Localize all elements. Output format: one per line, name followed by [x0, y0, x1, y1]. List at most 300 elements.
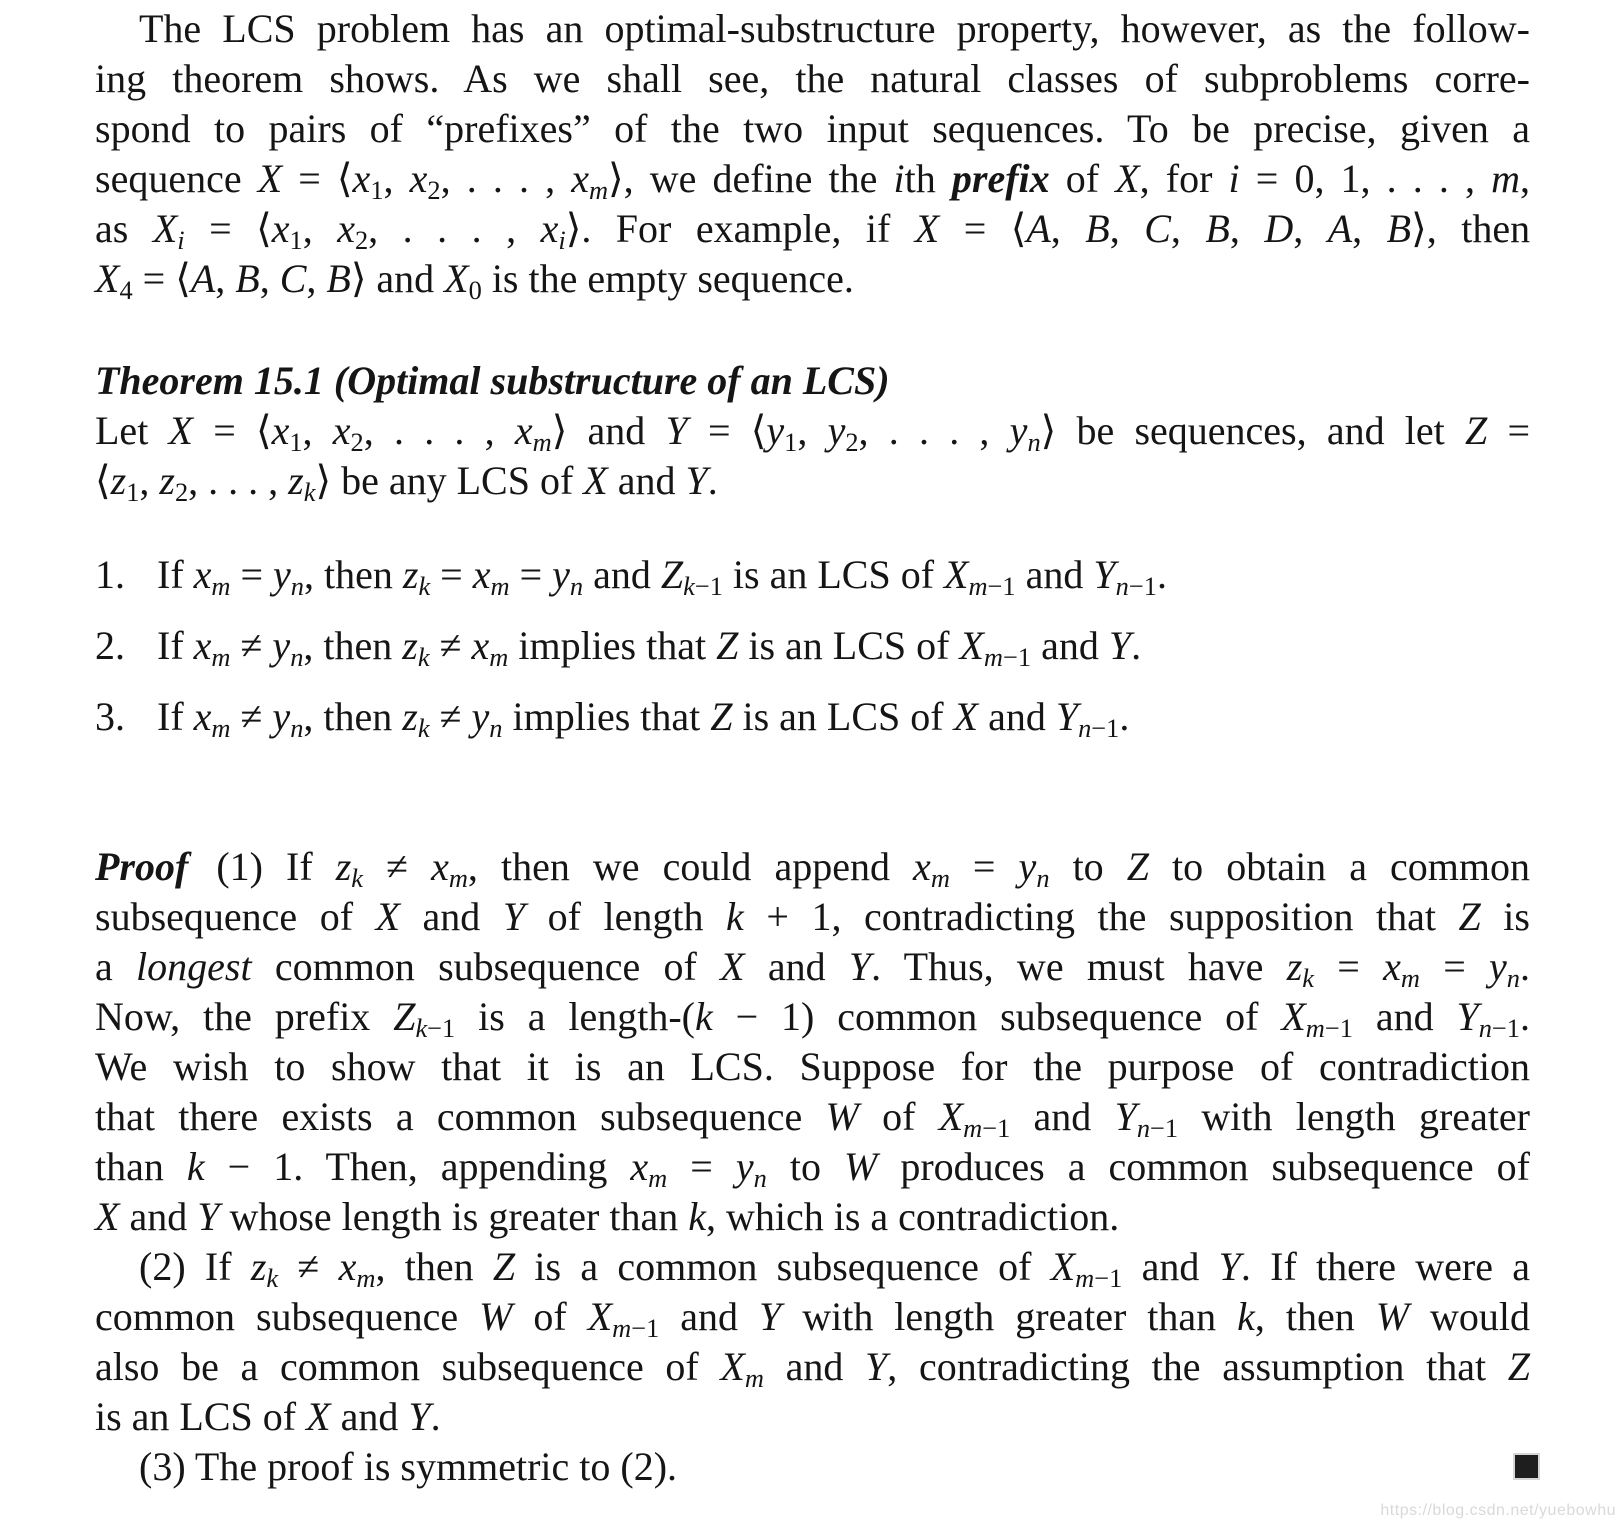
text-run: m — [1400, 962, 1420, 993]
text-run: n — [1078, 712, 1092, 743]
text-run: Z — [1507, 1344, 1530, 1389]
text-run: k — [186, 1144, 205, 1189]
text-run: , — [215, 256, 236, 301]
text-run: i — [177, 224, 185, 255]
text-run: m — [490, 570, 510, 601]
text-run: X — [1050, 1244, 1076, 1289]
text-run: to — [766, 1144, 844, 1189]
text-run: ⟩ and — [350, 256, 445, 301]
text-run: Y — [1456, 994, 1479, 1039]
text-run: n — [489, 712, 503, 743]
text-run: y — [1489, 944, 1507, 989]
text-run: z — [288, 458, 304, 503]
text-run: , — [1050, 206, 1086, 251]
text-run: Z — [716, 623, 739, 668]
text-run: is a length-( — [455, 994, 695, 1039]
list-item — [95, 692, 1530, 742]
text-run: x — [271, 408, 290, 453]
text-run: produces a common subsequence of — [877, 1144, 1530, 1189]
text-run: k — [418, 570, 431, 601]
text-run: y — [1009, 408, 1028, 453]
text-run: x — [571, 156, 589, 201]
text-run: The LCS problem has an optimal-substructure property, however, as the follow- — [139, 6, 1530, 51]
text-run: X — [944, 552, 969, 597]
theorem-heading — [95, 356, 1530, 406]
text-run: y — [272, 694, 291, 739]
text-run: . — [707, 458, 718, 503]
text-run: n — [1115, 570, 1129, 601]
text-run: C — [1144, 206, 1171, 251]
text-run: W — [843, 1144, 878, 1189]
proof-paragraph-2 — [95, 1242, 1530, 1442]
text-run: m — [1491, 156, 1521, 201]
text-run: n — [1478, 1012, 1492, 1043]
text-run: m — [612, 1312, 632, 1343]
text-run: k — [303, 476, 316, 507]
text-run: , — [1229, 206, 1265, 251]
text-run: X — [583, 458, 608, 503]
text-run: . Thus, we must have — [871, 944, 1287, 989]
text-run: x — [409, 156, 428, 201]
text-run: − 1. Then, appending — [204, 1144, 631, 1189]
text-run: −1 — [982, 1112, 1011, 1143]
text-run: A — [1026, 206, 1051, 251]
text-run: ⟩ and — [551, 408, 666, 453]
text-run: i — [558, 224, 566, 255]
text-run: x — [352, 156, 371, 201]
text-run: (3) The proof is symmetric to (2). — [139, 1444, 678, 1489]
text-run: Y — [685, 458, 708, 503]
text-run: m — [588, 174, 609, 205]
text-run: X — [444, 256, 469, 301]
text-run: , contradicting the assumption that — [887, 1344, 1508, 1389]
list-item — [95, 621, 1530, 671]
list-item — [95, 550, 1530, 600]
text-run: and — [400, 894, 503, 939]
theorem-case-list — [95, 550, 1530, 742]
text-run: y — [471, 694, 490, 739]
text-run: Y — [1055, 694, 1079, 739]
text-run: th — [904, 156, 952, 201]
text-run: x — [472, 552, 491, 597]
text-run: is the empty sequence. — [481, 256, 854, 301]
text-run: If — [157, 694, 194, 739]
text-run: i — [1228, 156, 1240, 201]
text-run: (1) If — [188, 844, 336, 889]
text-run: −1 — [1324, 1012, 1353, 1043]
text-run: of length — [525, 894, 727, 939]
text-run: z — [335, 844, 352, 889]
text-line — [95, 104, 1530, 154]
text-run: 2 — [427, 174, 441, 205]
text-run: m — [448, 862, 468, 893]
text-run: , for — [1139, 156, 1229, 201]
text-run: = 0, 1, . . . , — [1239, 156, 1492, 201]
text-run: ⟩, we define the — [608, 156, 894, 201]
text-run: m — [648, 1162, 668, 1193]
text-run: z — [402, 552, 419, 597]
text-run: Z — [660, 552, 684, 597]
text-run: and — [1122, 1244, 1219, 1289]
text-run: z — [1286, 944, 1303, 989]
text-run: −1 — [1128, 570, 1157, 601]
text-run: D — [1264, 206, 1294, 251]
text-line — [95, 1342, 1530, 1392]
text-run: C — [279, 256, 307, 301]
text-run: to obtain a common — [1148, 844, 1531, 889]
text-run: spond to pairs of “prefixes” of the two input sequences. To be precise, given a — [95, 106, 1530, 151]
text-run: ⟩. For example, if — [565, 206, 915, 251]
text-run: 2 — [174, 476, 189, 507]
text-run: is — [1480, 894, 1530, 939]
text-run: = — [230, 552, 274, 597]
text-run: 1 — [289, 224, 303, 255]
text-run: = — [1419, 944, 1490, 989]
text-run: and — [1015, 552, 1094, 597]
text-run: Y — [197, 1194, 220, 1239]
text-line — [95, 1392, 1530, 1442]
text-line — [95, 254, 1530, 304]
text-run: A — [190, 256, 216, 301]
text-line — [95, 1442, 1530, 1492]
text-run: , . . . , — [440, 156, 572, 201]
text-run: than — [95, 1144, 187, 1189]
text-run: = ⟨ — [132, 256, 191, 301]
text-run: and — [1010, 1094, 1115, 1139]
text-run: (2) If — [139, 1244, 251, 1289]
text-run: a — [95, 944, 137, 989]
text-run: to — [1049, 844, 1127, 889]
text-run: −1 — [1491, 1012, 1520, 1043]
text-line — [95, 1042, 1530, 1092]
text-run: X — [720, 944, 745, 989]
text-run: x — [540, 206, 559, 251]
text-run: 2 — [354, 224, 369, 255]
text-line — [95, 1292, 1530, 1342]
text-run: Z — [492, 1244, 516, 1289]
text-run: i — [893, 156, 905, 201]
text-run: ≠ — [429, 694, 472, 739]
text-run: also be a common subsequence of — [95, 1344, 721, 1389]
text-run: , . . . , — [858, 408, 1010, 453]
text-run: z — [402, 694, 418, 739]
text-run: k — [1237, 1294, 1255, 1339]
theorem-statement — [95, 406, 1530, 506]
text-run: Y — [665, 408, 688, 453]
text-run: m — [968, 570, 988, 601]
text-run: is a common subsequence of — [515, 1244, 1051, 1289]
text-run: Z — [1465, 408, 1488, 453]
text-run: , — [1520, 156, 1531, 201]
text-run: , — [139, 458, 160, 503]
text-run: m — [532, 426, 552, 457]
text-run: , then — [303, 694, 403, 739]
text-run: X — [375, 894, 400, 939]
text-run: y — [827, 408, 846, 453]
text-run: , — [1170, 206, 1206, 251]
text-run: m — [211, 641, 231, 672]
text-run: n — [569, 570, 584, 601]
text-line — [95, 54, 1530, 104]
list-item-number: 3. — [95, 694, 125, 739]
text-run: x — [1383, 944, 1401, 989]
text-run: , then — [304, 552, 403, 597]
text-run: , which is a contradiction. — [705, 1194, 1120, 1239]
text-run: n — [1136, 1112, 1151, 1143]
text-run: B — [1085, 206, 1110, 251]
text-run: of — [858, 1094, 939, 1139]
text-run: with length greater than — [781, 1294, 1238, 1339]
text-run: X — [953, 694, 979, 739]
text-run: Y — [758, 1294, 782, 1339]
text-run: = — [1487, 408, 1531, 453]
text-run: Theorem 15.1 (Optimal substructure of an LCS) — [95, 358, 890, 403]
text-run: , . . . , — [368, 206, 541, 251]
qed-square — [1515, 1455, 1538, 1478]
text-run: Z — [710, 694, 733, 739]
text-run: z — [402, 623, 418, 668]
text-line — [95, 1142, 1530, 1192]
text-run: with length greater — [1178, 1094, 1531, 1139]
text-run: k — [1302, 962, 1314, 993]
text-run: m — [983, 641, 1003, 672]
text-run: ing theorem shows. As we shall see, the natural classes of subproblems corre- — [95, 56, 1530, 101]
text-run: = ⟨ — [184, 206, 272, 251]
text-run: B — [1386, 206, 1412, 251]
text-run: Proof — [95, 844, 189, 889]
text-run: , then — [1254, 1294, 1376, 1339]
text-run: B — [326, 256, 351, 301]
text-run: k — [417, 641, 430, 672]
text-run: m — [489, 641, 509, 672]
text-run: Y — [1218, 1244, 1241, 1289]
text-run: X — [306, 1394, 331, 1439]
text-run: n — [290, 641, 304, 672]
text-run: , . . . , — [363, 408, 515, 453]
intro-paragraph — [95, 4, 1530, 304]
text-run: x — [193, 552, 212, 597]
text-run: Y — [1093, 552, 1116, 597]
text-run: of — [512, 1294, 588, 1339]
text-run: 1 — [289, 426, 303, 457]
text-run: X — [959, 623, 984, 668]
text-run: ⟩ be any LCS of — [315, 458, 584, 503]
text-run: k — [688, 1194, 706, 1239]
text-run: and — [583, 552, 661, 597]
text-run: W — [479, 1294, 513, 1339]
text-run: ⟩ be sequences, and let — [1040, 408, 1465, 453]
text-run: k — [415, 1012, 428, 1043]
text-run: 4 — [119, 274, 133, 305]
text-run: k — [266, 1262, 279, 1293]
text-run: Z — [1458, 894, 1481, 939]
text-run: . — [1156, 552, 1167, 597]
text-run: = ⟨ — [282, 156, 353, 201]
text-run: is an LCS of — [95, 1394, 307, 1439]
text-run: Y — [865, 1344, 888, 1389]
text-run: −1 — [987, 570, 1016, 601]
text-run: + 1, contradicting the supposition that — [743, 894, 1459, 939]
text-run: z — [250, 1244, 267, 1289]
text-run: n — [1506, 962, 1520, 993]
text-run: z — [110, 458, 127, 503]
text-run: , — [302, 206, 338, 251]
text-run: Y — [408, 1394, 431, 1439]
text-run: common subsequence of — [251, 944, 721, 989]
text-run: , then — [375, 1244, 493, 1289]
text-run: x — [193, 623, 212, 668]
text-run: . If there were a — [1240, 1244, 1531, 1289]
text-run: , — [1293, 206, 1328, 251]
text-run: x — [431, 844, 449, 889]
text-run: 2 — [350, 426, 364, 457]
text-line — [95, 456, 1530, 506]
text-run: X — [152, 206, 178, 251]
text-run: k — [694, 994, 713, 1039]
text-run: implies that — [508, 623, 717, 668]
text-run: X — [95, 1194, 120, 1239]
text-run: −1 — [694, 570, 723, 601]
text-run: If — [157, 552, 194, 597]
text-run: , — [797, 408, 828, 453]
text-line — [95, 942, 1530, 992]
text-run: and — [763, 1344, 866, 1389]
text-line — [95, 154, 1530, 204]
text-run: x — [514, 408, 533, 453]
text-line — [95, 204, 1530, 254]
text-run: X — [257, 156, 283, 201]
text-run: x — [338, 1244, 357, 1289]
text-run: as — [95, 206, 153, 251]
text-run: X — [938, 1094, 964, 1139]
text-run: and — [978, 694, 1056, 739]
text-run: k — [726, 894, 744, 939]
text-run: X — [1281, 994, 1306, 1039]
text-run: X — [1115, 156, 1140, 201]
text-run: and — [659, 1294, 759, 1339]
text-run: is an LCS of — [732, 694, 954, 739]
text-run: and — [119, 1194, 198, 1239]
text-run: X — [914, 206, 940, 251]
text-run: B — [1205, 206, 1230, 251]
text-run: −1 — [1094, 1262, 1123, 1293]
text-run: and — [330, 1394, 409, 1439]
text-run: Z — [393, 994, 416, 1039]
text-run: W — [1375, 1294, 1410, 1339]
text-run: is an LCS of — [738, 623, 960, 668]
text-run: . — [1520, 944, 1530, 989]
text-run: . — [1119, 694, 1130, 739]
text-run: = ⟨ — [687, 408, 767, 453]
text-run: −1 — [1002, 641, 1032, 672]
text-run: . — [1520, 994, 1530, 1039]
text-run: B — [235, 256, 260, 301]
text-run: implies that — [502, 694, 711, 739]
list-item-number: 1. — [95, 552, 125, 597]
text-run: X — [95, 256, 120, 301]
text-run: prefix — [951, 156, 1050, 201]
text-run: Let — [95, 408, 169, 453]
text-run: ≠ — [429, 623, 472, 668]
text-line — [95, 992, 1530, 1042]
text-run: , then we could append — [467, 844, 914, 889]
text-run: x — [332, 408, 351, 453]
text-run: We wish to show that it is an LCS. Suppose for the purpose of contradiction — [95, 1044, 1530, 1089]
text-run: 1 — [126, 476, 140, 507]
text-run: x — [913, 844, 931, 889]
text-run: ≠ — [363, 844, 432, 889]
text-run: X — [168, 408, 193, 453]
text-run: whose length is greater than — [219, 1194, 689, 1239]
text-run: −1 — [1150, 1112, 1179, 1143]
text-run: Z — [1126, 844, 1149, 889]
text-run: , . . . , — [188, 458, 289, 503]
text-run: y — [735, 1144, 754, 1189]
text-run: longest — [136, 944, 252, 989]
text-run: x — [271, 206, 290, 251]
text-run: z — [159, 458, 175, 503]
text-run: , — [302, 408, 333, 453]
text-run: 0 — [468, 274, 482, 305]
text-run: . — [430, 1394, 441, 1439]
text-run: k — [683, 570, 695, 601]
text-run: , — [259, 256, 280, 301]
text-run: m — [744, 1362, 764, 1393]
text-run: common subsequence — [95, 1294, 480, 1339]
text-run: m — [356, 1262, 376, 1293]
text-run: = — [509, 552, 553, 597]
text-line — [95, 1242, 1530, 1292]
text-run: and — [607, 458, 686, 503]
text-run: m — [963, 1112, 983, 1143]
text-run: n — [1036, 862, 1050, 893]
proof-paragraph-3 — [95, 1442, 1530, 1492]
text-run: x — [337, 206, 355, 251]
text-run: y — [552, 552, 570, 597]
text-run: y — [272, 623, 291, 668]
text-line — [95, 1092, 1530, 1142]
text-run: y — [273, 552, 291, 597]
text-run: ⟩, then — [1411, 206, 1531, 251]
text-run: and — [1031, 623, 1109, 668]
text-run: , — [1352, 206, 1387, 251]
text-line — [95, 842, 1530, 892]
text-run: . — [1131, 623, 1142, 668]
text-run: Y — [502, 894, 526, 939]
text-run: y — [766, 408, 785, 453]
text-run: = — [430, 552, 473, 597]
text-line — [95, 892, 1530, 942]
text-run: m — [1075, 1262, 1095, 1293]
text-run: 1 — [784, 426, 798, 457]
text-run: m — [211, 570, 231, 601]
text-run: ≠ — [278, 1244, 339, 1289]
text-run: , — [383, 156, 410, 201]
text-run: k — [351, 862, 364, 893]
text-run: , then — [303, 623, 403, 668]
text-run: 2 — [845, 426, 859, 457]
text-run: −1 — [631, 1312, 660, 1343]
text-run: , — [306, 256, 327, 301]
watermark-url: https://blog.csdn.net/yuebowhu — [1380, 1502, 1616, 1519]
text-run: sequence — [95, 156, 258, 201]
text-run: is an LCS of — [722, 552, 945, 597]
text-run: W — [825, 1094, 859, 1139]
text-run: A — [1327, 206, 1353, 251]
text-run: −1 — [427, 1012, 456, 1043]
text-run: = — [1313, 944, 1384, 989]
text-run: , — [1109, 206, 1145, 251]
